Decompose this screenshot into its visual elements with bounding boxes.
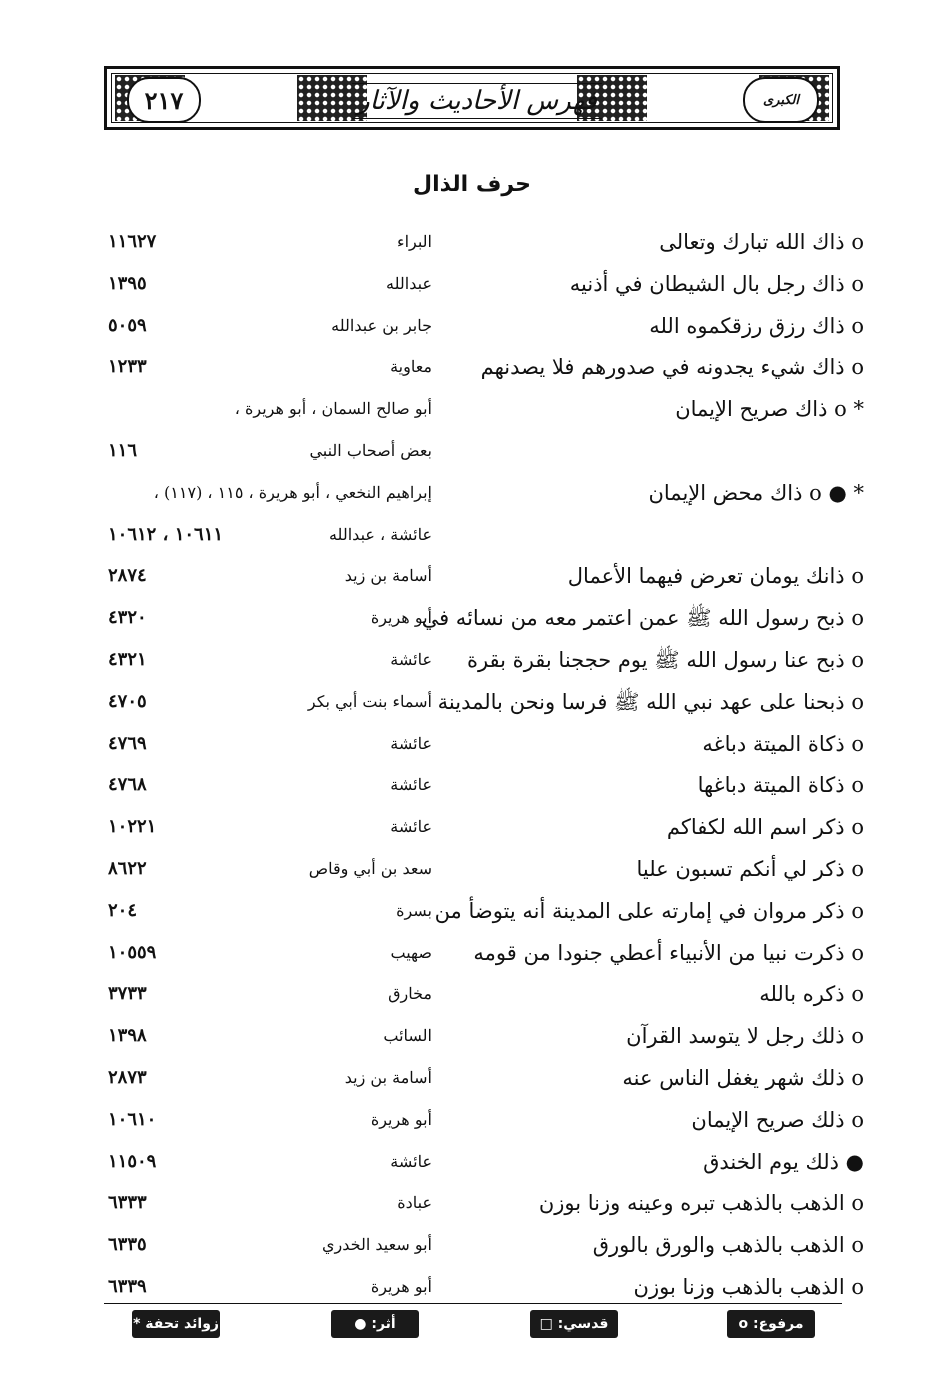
hadith-number: ١١٥٠٩ bbox=[108, 1150, 157, 1172]
narrator-name: عائشة bbox=[390, 650, 432, 669]
narrator-name: أبو صالح السمان ، أبو هريرة ، bbox=[234, 399, 432, 419]
hadith-number: ١٠٥٥٩ bbox=[108, 941, 157, 963]
index-row bbox=[0, 976, 944, 1012]
index-row bbox=[0, 1060, 944, 1096]
hadith-number: ٥٠٥٩ bbox=[108, 314, 147, 336]
narrator-name: عبادة bbox=[397, 1193, 432, 1213]
narrator-name: معاوية bbox=[390, 357, 432, 377]
hadith-number: ٤٧٦٩ bbox=[108, 732, 147, 754]
hadith-text: ο ذكرت نبيا من الأنبياء أعطي جنودا من قومه bbox=[473, 940, 864, 965]
narrator-name: أسماء بنت أبي بكر bbox=[307, 691, 432, 711]
index-row bbox=[0, 517, 944, 553]
hadith-number: ٢٨٧٣ bbox=[108, 1067, 147, 1088]
index-row bbox=[0, 1269, 944, 1305]
hadith-text: ο ذانك يومان تعرض فيهما الأعمال bbox=[567, 564, 864, 589]
hadith-number: ٦٣٣٣ bbox=[108, 1192, 147, 1214]
narrator-name: البراء bbox=[397, 232, 432, 251]
narrator-name: بسرة bbox=[396, 900, 432, 920]
index-row bbox=[0, 433, 944, 469]
index-row bbox=[0, 642, 944, 678]
index-row bbox=[0, 391, 944, 427]
hadith-text: ο ذكاة الميتة دباغها bbox=[697, 773, 864, 798]
book-logo: الكبرى bbox=[743, 77, 819, 123]
legend-zawaid: زوائد تحفة * bbox=[132, 1310, 220, 1338]
index-row bbox=[0, 767, 944, 803]
hadith-text: ο الذهب بالذهب تبره وعينه وزنا بوزن bbox=[538, 1191, 864, 1216]
index-row bbox=[0, 1144, 944, 1180]
index-row bbox=[0, 308, 944, 344]
hadith-text: ο ذلك رجل لا يتوسد القرآن bbox=[626, 1024, 864, 1049]
index-row bbox=[0, 726, 944, 762]
section-title: حرف الذال bbox=[413, 172, 531, 197]
narrator-name: عائشة bbox=[390, 775, 432, 795]
hadith-number: ٤٧٠٥ bbox=[108, 690, 147, 712]
index-row bbox=[0, 684, 944, 720]
index-row bbox=[0, 224, 944, 260]
hadith-text: * ο ذاك صريح الإيمان bbox=[675, 397, 864, 422]
index-row bbox=[0, 1018, 944, 1054]
hadith-text: ο ذلك صريح الإيمان bbox=[691, 1107, 864, 1132]
legend-athar: أثر: ● bbox=[331, 1310, 419, 1338]
hadith-number: ١٠٦١٠ bbox=[108, 1108, 157, 1130]
hadith-text: ο ذاك شيء يجدونه في صدورهم فلا يصدنهم bbox=[480, 355, 864, 380]
hadith-text: ο ذلك شهر يغفل الناس عنه bbox=[622, 1066, 864, 1090]
narrator-name: أسامة بن زيد bbox=[344, 566, 432, 586]
index-row bbox=[0, 600, 944, 636]
page-header bbox=[104, 66, 840, 130]
narrator-name: سعد بن أبي وقاص bbox=[308, 859, 432, 878]
hadith-number: ٢٠٤ bbox=[108, 899, 138, 921]
hadith-text: ο ذاك رزق رزقكموه الله bbox=[649, 313, 864, 338]
hadith-text: * ● ο ذاك محض الإيمان bbox=[648, 480, 864, 505]
index-row bbox=[0, 1227, 944, 1263]
hadith-number: ١٠٦١١ ، ١٠٦١٢ bbox=[108, 523, 224, 545]
hadith-number: ٦٣٣٩ bbox=[108, 1276, 147, 1297]
narrator-name: أبو هريرة bbox=[370, 1277, 432, 1296]
hadith-number: ١٣٩٨ bbox=[108, 1025, 147, 1047]
hadith-number: ١٠٢٢١ bbox=[108, 816, 157, 838]
index-row bbox=[0, 809, 944, 845]
hadith-number: ٤٣٢١ bbox=[108, 649, 147, 670]
hadith-number: ١٣٩٥ bbox=[108, 272, 147, 294]
hadith-text: ο ذاك رجل بال الشيطان في أذنيه bbox=[569, 271, 864, 296]
index-row bbox=[0, 851, 944, 887]
index-row bbox=[0, 1102, 944, 1138]
narrator-name: جابر بن عبدالله bbox=[331, 315, 432, 335]
narrator-name: السائب bbox=[383, 1026, 432, 1046]
narrator-name: عائشة bbox=[390, 733, 432, 753]
hadith-number: ١١٦ bbox=[108, 440, 138, 461]
hadith-text: ο ذاك الله تبارك وتعالى bbox=[659, 230, 864, 254]
index-row bbox=[0, 558, 944, 594]
narrator-name: عائشة ، عبدالله bbox=[328, 524, 432, 544]
hadith-text: ο ذكر اسم الله لكفاكم bbox=[666, 815, 864, 840]
header-title: فهرس الأحاديث والآثار bbox=[352, 83, 602, 119]
hadith-text: ● ذلك يوم الخندق bbox=[703, 1149, 864, 1174]
hadith-text: ο ذبحنا على عهد نبي الله ﷺ فرسا ونحن بالمدينة bbox=[437, 689, 864, 714]
index-row bbox=[0, 349, 944, 385]
hadith-number: ٣٧٣٣ bbox=[108, 983, 147, 1005]
narrator-name: أبو هريرة bbox=[370, 608, 432, 628]
narrator-name: عبدالله bbox=[386, 273, 432, 293]
hadith-number: ٤٣٢٠ bbox=[108, 607, 147, 629]
index-row bbox=[0, 1185, 944, 1221]
index-row bbox=[0, 935, 944, 971]
legend-marfu: مرفوع: ο bbox=[727, 1310, 815, 1338]
hadith-text: ο ذكاة الميتة دباغه bbox=[702, 731, 864, 756]
hadith-number: ٢٨٧٤ bbox=[108, 565, 147, 587]
hadith-number: ١١٦٢٧ bbox=[108, 231, 157, 252]
legend-qudsi: قدسي: □ bbox=[530, 1310, 618, 1338]
hadith-text: ο ذكره بالله bbox=[759, 982, 864, 1007]
hadith-text: ο ذكر لي أنكم تسبون عليا bbox=[636, 857, 864, 881]
hadith-number: ٤٧٦٨ bbox=[108, 774, 147, 796]
narrator-name: أبو هريرة bbox=[370, 1109, 432, 1129]
index-row bbox=[0, 893, 944, 929]
narrator-name: بعض أصحاب النبي bbox=[309, 441, 432, 460]
hadith-text: ο ذبح رسول الله ﷺ عمن اعتمر معه من نسائه في bbox=[421, 606, 864, 631]
hadith-number: ١٢٣٣ bbox=[108, 356, 147, 378]
narrator-name: مخارق bbox=[388, 984, 432, 1004]
hadith-text: ο ذكر مروان في إمارته على المدينة أنه يتوضأ من bbox=[434, 898, 864, 923]
page-number: ٢١٧ bbox=[127, 77, 201, 123]
narrator-name: أبو سعيد الخدري bbox=[322, 1235, 432, 1255]
narrator-name: صهيب bbox=[390, 942, 432, 962]
hadith-text: ο ذبح عنا رسول الله ﷺ يوم حججنا بقرة بقرة bbox=[466, 648, 864, 672]
index-row bbox=[0, 266, 944, 302]
footer-divider bbox=[104, 1303, 842, 1304]
index-row bbox=[0, 475, 944, 511]
hadith-number: ٨٦٢٢ bbox=[108, 858, 147, 879]
narrator-name: عائشة bbox=[390, 1151, 432, 1171]
hadith-number: ٦٣٣٥ bbox=[108, 1234, 147, 1256]
narrator-name: إبراهيم النخعي ، أبو هريرة ، ١١٥ ، (١١٧) ، bbox=[153, 482, 432, 502]
narrator-name: عائشة bbox=[390, 817, 432, 837]
narrator-name: أسامة بن زيد bbox=[344, 1068, 432, 1087]
hadith-text: ο الذهب بالذهب والورق بالورق bbox=[592, 1233, 864, 1258]
hadith-text: ο الذهب بالذهب وزنا بوزن bbox=[633, 1275, 864, 1299]
